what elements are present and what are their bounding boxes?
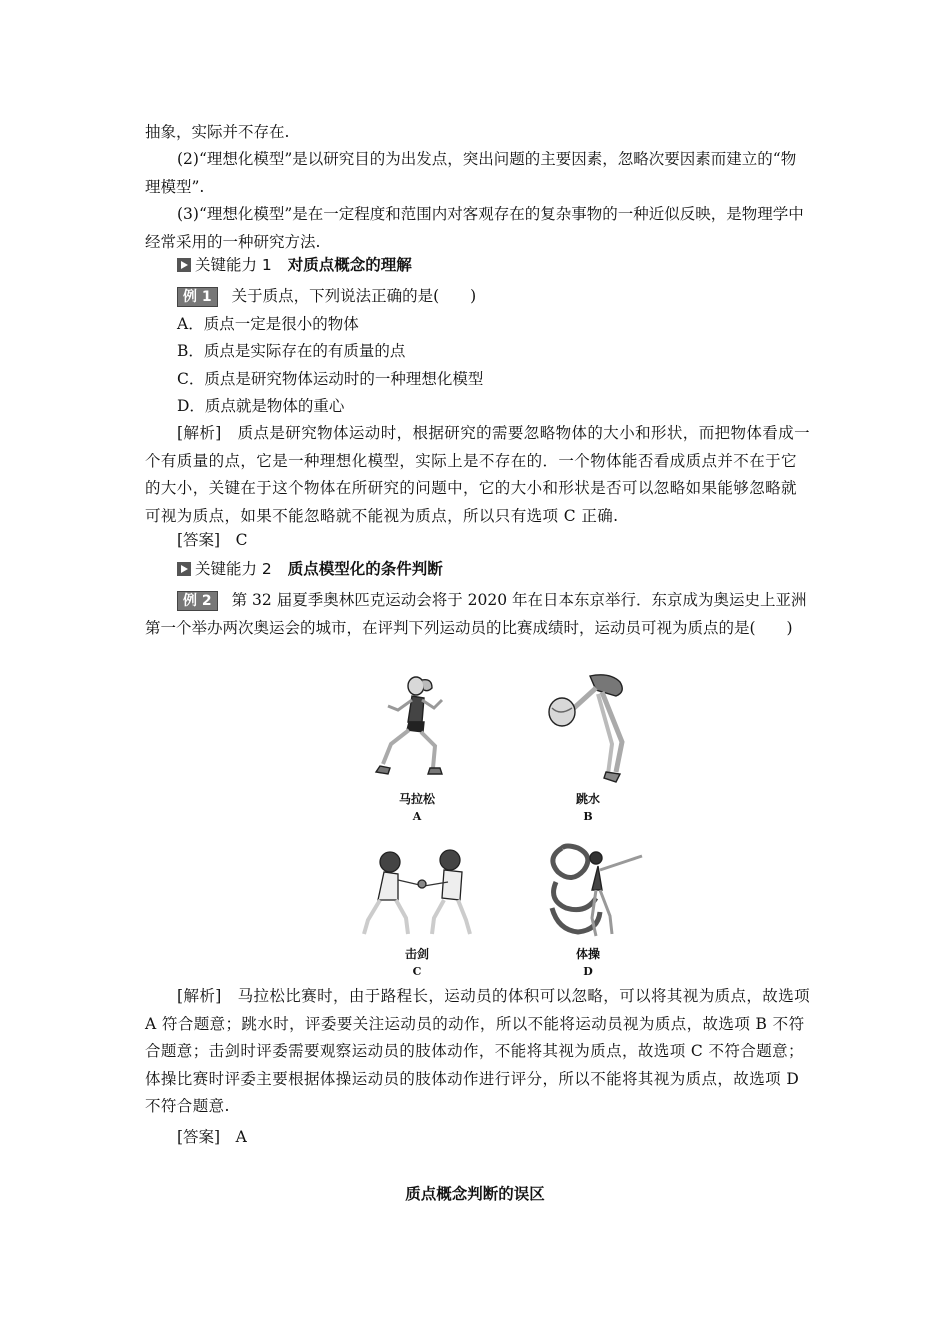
option-b: B．质点是实际存在的有质量的点 xyxy=(177,342,406,360)
ability-title: 质点模型化的条件判断 xyxy=(287,560,443,578)
question-text: 第 32 届夏季奥林匹克运动会将于 2020 年在日本东京举行．东京成为奥运史上亚洲第一个举办两次奥运会的城市，在评判下列运动员的比赛成绩时，运动员可视为质点的是( ) xyxy=(145,591,807,637)
figure-caption: 跳水 xyxy=(575,792,600,806)
play-triangle-icon xyxy=(177,258,191,272)
figure-letter: A xyxy=(412,810,422,823)
figure-caption: 体操 xyxy=(575,947,600,961)
diver-icon xyxy=(540,672,635,784)
intro-paragraph-3: (3)“理想化模型”是在一定程度和范围内对客观存在的复杂事物的一种近似反映，是物理学中经常采用的一种研究方法. xyxy=(145,205,804,251)
example-tag: 例 1 xyxy=(177,287,218,307)
example-1-answer: [答案] C xyxy=(177,531,248,549)
example-tag: 例 2 xyxy=(177,591,218,611)
play-triangle-icon xyxy=(177,562,191,576)
intro-paragraph-2: (2)“理想化模型”是以研究目的为出发点，突出问题的主要因素，忽略次要因素而建立的“物理模型”. xyxy=(145,150,797,196)
figure-letter: D xyxy=(583,965,593,978)
ability-title: 对质点概念的理解 xyxy=(287,256,412,274)
figure-caption: 击剑 xyxy=(404,947,429,961)
intro-line: 抽象，实际并不存在. xyxy=(145,123,290,141)
gymnast-icon xyxy=(542,838,647,942)
figure-letter: B xyxy=(583,810,593,823)
figure-letter: C xyxy=(412,965,422,978)
option-a: A．质点一定是很小的物体 xyxy=(177,315,359,333)
example-1-analysis: [解析] 质点是研究物体运动时，根据研究的需要忽略物体的大小和形状，而把物体看成一个有质量的点，它是一种理想化模型，实际上是不存在的．一个物体能否看成质点并不在于它的大小，关键在于这个物体在所研究的问题中，它的大小和形状是否可以忽略如果能够忽略就可视为质点，如果不能忽略就不能视为质点，所以只有选项 C 正确. xyxy=(145,424,810,525)
example-2-answer: [答案] A xyxy=(177,1128,247,1146)
figure-caption: 马拉松 xyxy=(398,792,435,806)
example-2-analysis: [解析] 马拉松比赛时，由于路程长，运动员的体积可以忽略，可以将其视为质点，故选项 A 符合题意；跳水时，评委要关注运动员的动作，所以不能将运动员视为质点，故选项 B 不符合题意；击剑时评委需要观察运动员的肢体动作，不能将其视为质点，故选项 C 不符合题意；体操比赛时评委主要根据体操运动员的肢体动作进行评分，所以不能将其视为质点，故选项 D 不符合题意. xyxy=(145,987,810,1115)
section-title: 质点概念判断的误区 xyxy=(405,1185,545,1203)
fencers-icon xyxy=(360,848,478,940)
ability-heading-1 xyxy=(177,255,412,275)
ability-label: 关键能力 1 xyxy=(195,256,272,274)
ability-label: 关键能力 2 xyxy=(195,560,272,578)
runner-icon xyxy=(372,672,462,784)
example-1-question xyxy=(177,286,476,307)
example-2-question xyxy=(145,587,810,642)
ability-heading-2 xyxy=(177,559,443,579)
option-d: D．质点就是物体的重心 xyxy=(177,397,345,415)
option-c: C．质点是研究物体运动时的一种理想化模型 xyxy=(177,370,484,388)
question-text: 关于质点，下列说法正确的是( ) xyxy=(231,287,477,305)
